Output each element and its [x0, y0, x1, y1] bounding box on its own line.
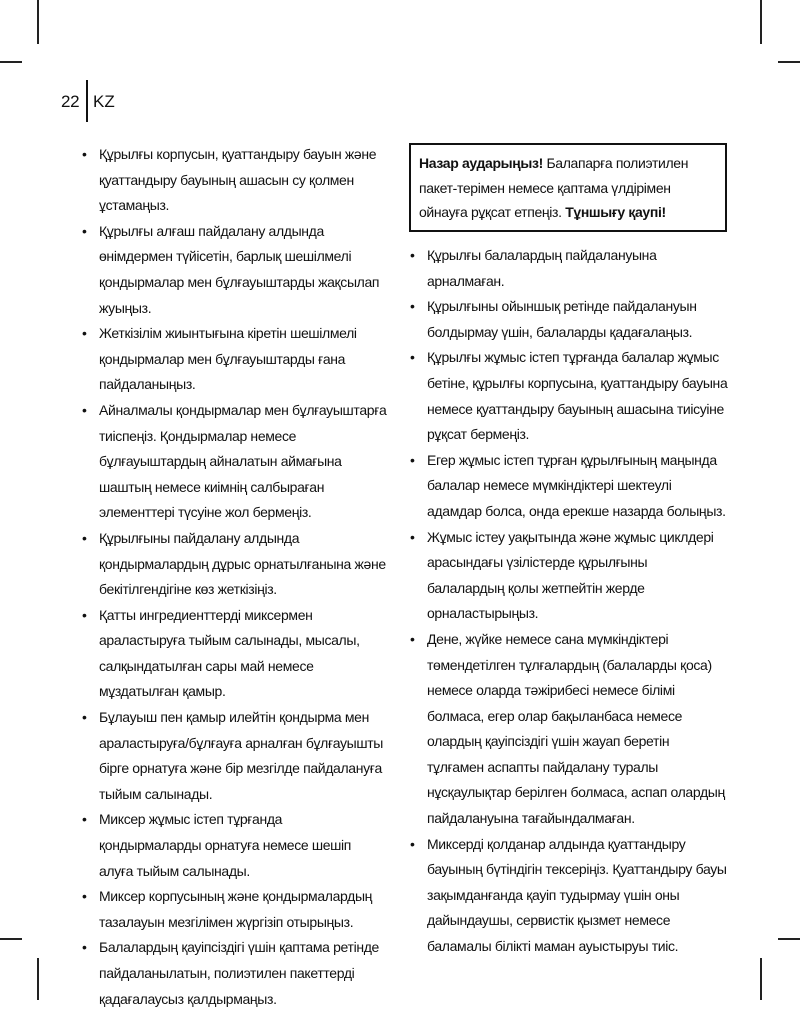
right-column-list — [410, 243, 728, 960]
bullet-icon: • — [410, 349, 415, 366]
bullet-icon: • — [410, 451, 415, 468]
bullet-icon: • — [82, 146, 87, 162]
warning-text: Балапарға полиэтилен пакет-терімен немесе қаптама үлдірімен ойнауға рұқсат етпеңіз. — [419, 155, 689, 220]
crop-mark-top-right-horizontal — [778, 61, 800, 63]
list-item — [82, 705, 387, 807]
list-item — [82, 807, 387, 884]
bullet-icon: • — [82, 606, 87, 623]
list-item — [82, 142, 387, 219]
list-item-text: Жеткізілім жиынтығына кіретін шешілмелі қондырмалар мен бұлғауыштарды ғана пайдаланыңыз. — [99, 325, 357, 393]
list-item — [82, 219, 387, 321]
language-code: KZ — [93, 92, 115, 111]
list-item-text: Балалардың қауіпсіздігі үшін қаптама ретінде пайдаланылатын, полиэтилен пакеттерді қадағалаусыз қалдырмаңыз. — [99, 939, 379, 1007]
list-item — [82, 603, 387, 705]
list-item — [410, 627, 728, 832]
list-item-text: Айналмалы қондырмалар мен бұлғауыштарға тиіспеңіз. Қондырмалар немесе бұлғауыштардың айналатын аймағына шаштың немесе киімнің салбыраған элементтері түсуіне жол бермеңіз. — [99, 401, 387, 521]
bullet-icon: • — [82, 222, 87, 239]
bullet-icon: • — [410, 247, 415, 263]
list-item — [82, 526, 387, 603]
warning-label: Назар аударыңыз! — [419, 155, 543, 171]
bullet-icon: • — [82, 401, 87, 418]
list-item-text: Егер жұмыс істеп тұрған құрылғының маңында балалар немесе мүмкіндіктері шектеулі адамдар болса, онда ерекше назарда болыңыз. — [427, 451, 726, 519]
warning-emphasis: Тұншығу қаупі! — [565, 204, 666, 220]
bullet-icon: • — [410, 528, 415, 545]
list-item-text: Құрылғы жұмыс істеп тұрғанда балалар жұмыс бетіне, құрылғы корпусына, қуаттандыру бауына немесе қуаттандыру бауының ашасына тиісуіне рұқсат бермеңіз. — [427, 349, 728, 443]
crop-mark-bottom-right-vertical — [760, 958, 762, 1000]
bullet-icon: • — [82, 888, 87, 905]
bullet-icon: • — [82, 939, 87, 956]
list-item — [82, 398, 387, 526]
bullet-icon: • — [82, 709, 87, 726]
list-item — [82, 321, 387, 398]
list-item-text: Құрылғы балалардың пайдалануына арналмаған. — [427, 247, 657, 289]
bullet-icon: • — [82, 811, 87, 828]
crop-mark-top-left-vertical — [37, 0, 39, 44]
header-divider — [86, 80, 88, 122]
list-item-text: Құрылғыны пайдалану алдында қондырмалардың дұрыс орнатылғанына және бекітілгендігіне көз жеткізіңіз. — [99, 529, 386, 598]
list-item-text: Миксер корпусының және қондырмалардың тазалауын мезгілімен жүргізіп отырыңыз. — [99, 888, 373, 930]
list-item — [82, 935, 387, 1012]
bullet-icon: • — [82, 325, 87, 342]
crop-mark-top-right-vertical — [760, 0, 762, 44]
list-item — [410, 832, 728, 960]
list-item-text: Миксерді қолданар алдында қуаттандыру бауының бүтіндігін тексеріңіз. Қуаттандыру бауы зақымданғанда қауіп тудырмау үшін оны дайындаушы, сервистік қызмет немесе баламалы білікті маман ауыстыруы тиіс. — [427, 835, 727, 955]
page-number: 22 — [61, 92, 80, 111]
list-item-text: Жұмыс істеу уақытында және жұмыс циклдері арасындағы үзілістерде құрылғыны балалардың қолы жетпейтін жерде орналастырыңыз. — [427, 528, 714, 622]
list-item — [410, 525, 728, 627]
list-item — [410, 294, 728, 345]
list-item-text: Құрылғы корпусын, қуаттандыру бауын және қуаттандыру бауының ашасын су қолмен ұстамаңыз. — [99, 146, 377, 214]
list-item — [410, 448, 728, 525]
bullet-icon: • — [410, 835, 415, 852]
crop-mark-bottom-right-horizontal — [778, 938, 800, 940]
warning-box — [409, 143, 727, 232]
list-item-text: Құрылғыны ойыншық ретінде пайдалануын болдырмау үшін, балаларды қадағалаңыз. — [427, 298, 697, 340]
list-item-text: Бұлауыш пен қамыр илейтін қондырма мен араластыруға/бұлғауға арналған бұлғауышты бірге орнатуға және бір мезгілде пайдалануға тыйым салынады. — [99, 709, 384, 802]
crop-mark-bottom-left-horizontal — [0, 938, 22, 940]
list-item — [82, 884, 387, 935]
crop-mark-top-left-horizontal — [0, 61, 22, 63]
bullet-icon: • — [410, 630, 415, 647]
list-item-text: Құрылғы алғаш пайдалану алдында өнімдермен түйісетін, барлық шешілмелі қондырмалар мен бұлғауыштарды жақсылап жуыңыз. — [99, 222, 380, 316]
list-item-text: Миксер жұмыс істеп тұрғанда қондырмаларды орнатуға немесе шешіп алуға тыйым салынады. — [99, 811, 352, 879]
bullet-icon: • — [410, 298, 415, 315]
list-item-text: Дене, жүйке немесе сана мүмкіндіктері төмендетілген тұлғалардың (балаларды қоса) немесе оларда тәжірибесі немесе білімі болмаса, егер олар бақыланбаса немесе олардың қауіпсіздігі үшін жауап беретін тұлғамен аспапты пайдалану туралы нұсқаулықтар берілген болмаса, аспап олардың пайдалануына тағайындалмаған. — [427, 630, 725, 827]
list-item — [410, 243, 728, 294]
list-item — [410, 345, 728, 447]
list-item-text: Қатты ингредиенттерді миксермен араластыруға тыйым салынады, мысалы, салқындатылған сары май немесе мұздатылған қамыр. — [99, 606, 360, 700]
left-column-list — [82, 142, 387, 1012]
crop-mark-bottom-left-vertical — [37, 958, 39, 1000]
bullet-icon: • — [82, 529, 87, 546]
